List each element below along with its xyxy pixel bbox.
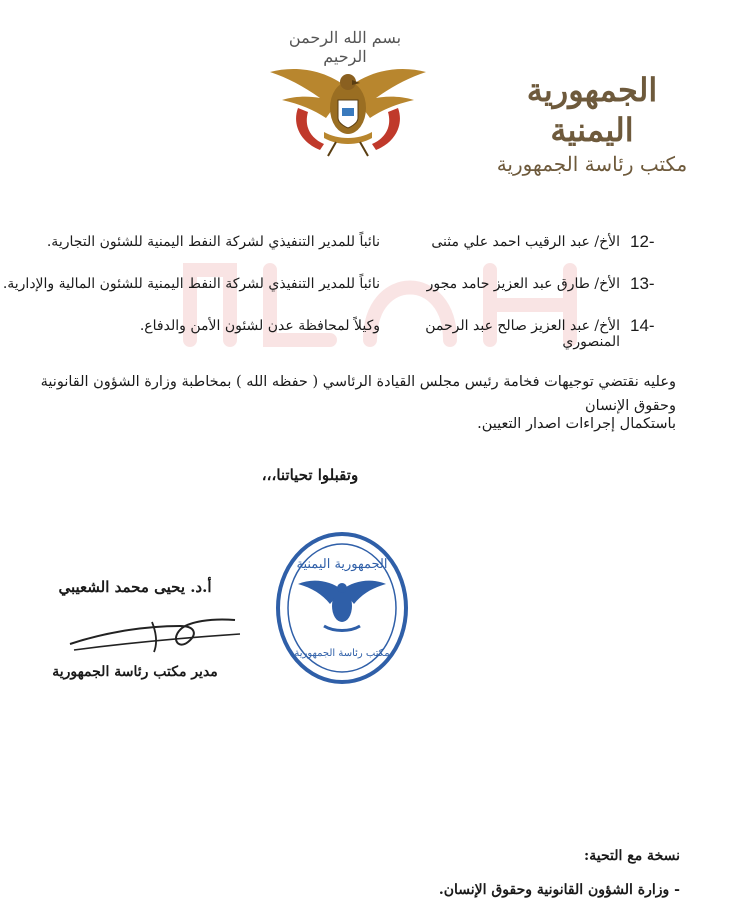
list-item: [2, 274, 690, 300]
stamp-bottom-text: مكتب رئاسة الجمهورية: [294, 648, 390, 659]
body-line-2: باستكمال إجراءات اصدار التعيين.: [477, 416, 676, 432]
letterhead-republic: الجمهورية اليمنية: [526, 71, 658, 149]
yemen-eagle-emblem-icon: [268, 58, 428, 158]
entry-role: وكيلاً لمحافظة عدن لشئون الأمن والدفاع.: [139, 318, 380, 334]
entry-name: الأخ/ طارق عبد العزيز حامد مجور: [426, 276, 620, 292]
entry-name: الأخ/ عبد الرقيب احمد علي مثنى: [431, 234, 620, 250]
entry-name: الأخ/ عبد العزيز صالح عبد الرحمن المنصوري: [425, 318, 620, 350]
entry-role: نائباً للمدير التنفيذي لشركة النفط اليمنية للشئون المالية والإدارية.: [2, 276, 380, 292]
letterhead: [482, 70, 702, 178]
official-stamp: [272, 528, 412, 688]
entry-number: 14-: [630, 316, 655, 335]
stamp-top-text: الجمهورية اليمنية: [296, 557, 388, 572]
entry-number: 13-: [630, 274, 655, 293]
basmala: بسم الله الرحمن الرحيم: [288, 28, 402, 66]
signatory-name: أ.د. يحيى محمد الشعيبي: [58, 578, 212, 596]
list-item: [46, 232, 690, 258]
list-item: [60, 316, 690, 350]
entry-role: نائباً للمدير التنفيذي لشركة النفط اليمنية للشئون التجارية.: [46, 234, 380, 250]
signatory-title: مدير مكتب رئاسة الجمهورية: [52, 664, 218, 680]
entry-number: 12-: [630, 232, 655, 251]
body-line-1: وعليه نقتضي توجيهات فخامة رئيس مجلس القيادة الرئاسي ( حفظه الله ) بمخاطبة وزارة الشؤون القانونية وحقوق الإنسان: [40, 374, 676, 414]
copy-to-heading: نسخة مع التحية:: [584, 848, 680, 864]
closing-line: وتقبلوا تحياتنا،،،: [261, 466, 359, 484]
letterhead-office: مكتب رئاسة الجمهورية: [496, 152, 688, 176]
handwritten-signature: [60, 604, 250, 664]
copy-to-item: - وزارة الشؤون القانونية وحقوق الإنسان.: [438, 882, 680, 898]
